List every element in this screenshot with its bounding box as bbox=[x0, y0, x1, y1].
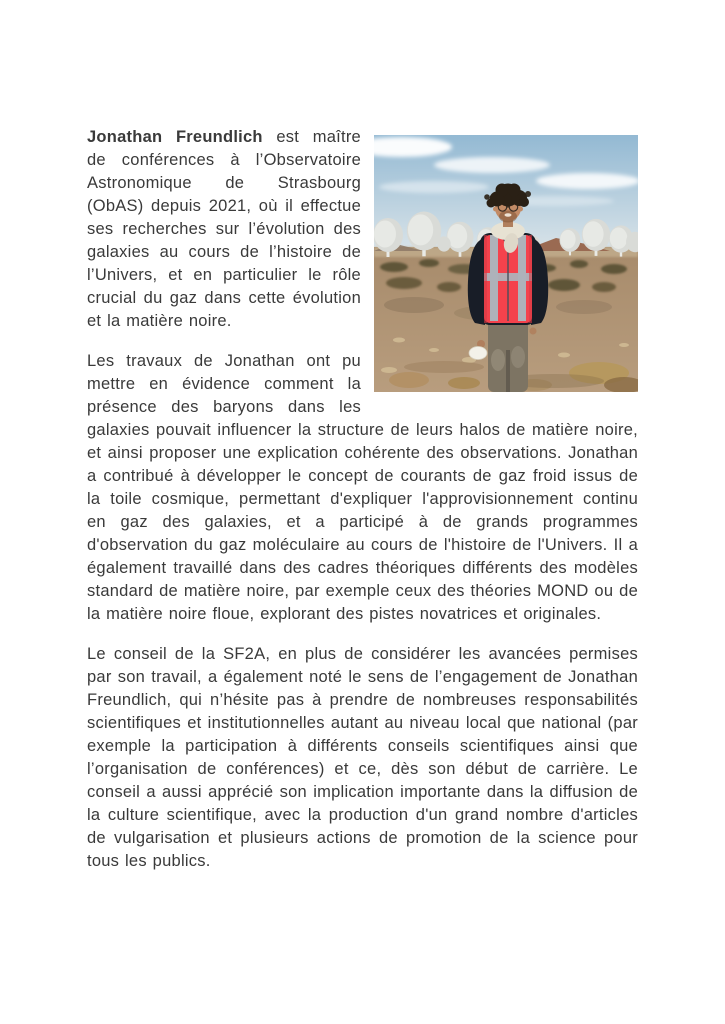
profile-photo bbox=[374, 135, 638, 392]
person-name: Jonathan Freundlich bbox=[87, 128, 263, 146]
pants bbox=[488, 319, 528, 392]
paragraph-council: Le conseil de la SF2A, en plus de considérer les avancées permises par son travail, a également noté le sens de l’engagement de Jonathan Freundlich, qui n’hésite pas à prendre de nombreuses responsabilités scientifiques et institutionnelles autant au niveau local que national (par exemple la participation à différents conseils scientifiques ainsi que l’organisation de conférences) et ce, dès son début de carrière. Le conseil a aussi apprécié son implication importante dans la diffusion de la culture scientifique, avec la production d'un grand nombre d'articles de vulgarisation et plusieurs actions de promotion de la science pour tous les publics. bbox=[87, 645, 638, 870]
article-body bbox=[87, 126, 638, 890]
paragraph-intro-text: est maître de conférences à l’Observatoire Astronomique de Strasbourg (ObAS) depuis 2021, où il effectue ses recherches sur l’évolution des galaxies au cours de l’histoire de l’Univers, et en particulier le rôle crucial du gaz dans cette évolution et la matière noire. bbox=[87, 128, 361, 330]
paragraph-research: Les travaux de Jonathan ont pu mettre en évidence comment la présence des baryons dans les galaxies pouvait influencer la structure de leurs halos de matière noire, et ainsi proposer une explication cohérente des observations. Jonathan a contribué à développer le concept de courants de gaz froid issus de la toile cosmique, permettant d'expliquer l'approvisionnement continu en gaz des galaxies, et a participé à de grands programmes d'observation du gaz moléculaire au cours de l'histoire de l'Univers. Il a également travaillé dans des cadres théoriques différents des modèles standard de matière noire, par exemple ceux des théories MOND ou de la matière noire floue, explorant des pistes novatrices et originales. bbox=[87, 352, 638, 623]
smile bbox=[505, 213, 512, 216]
hand-in-pocket bbox=[530, 328, 537, 335]
photo-illustration bbox=[374, 135, 638, 392]
